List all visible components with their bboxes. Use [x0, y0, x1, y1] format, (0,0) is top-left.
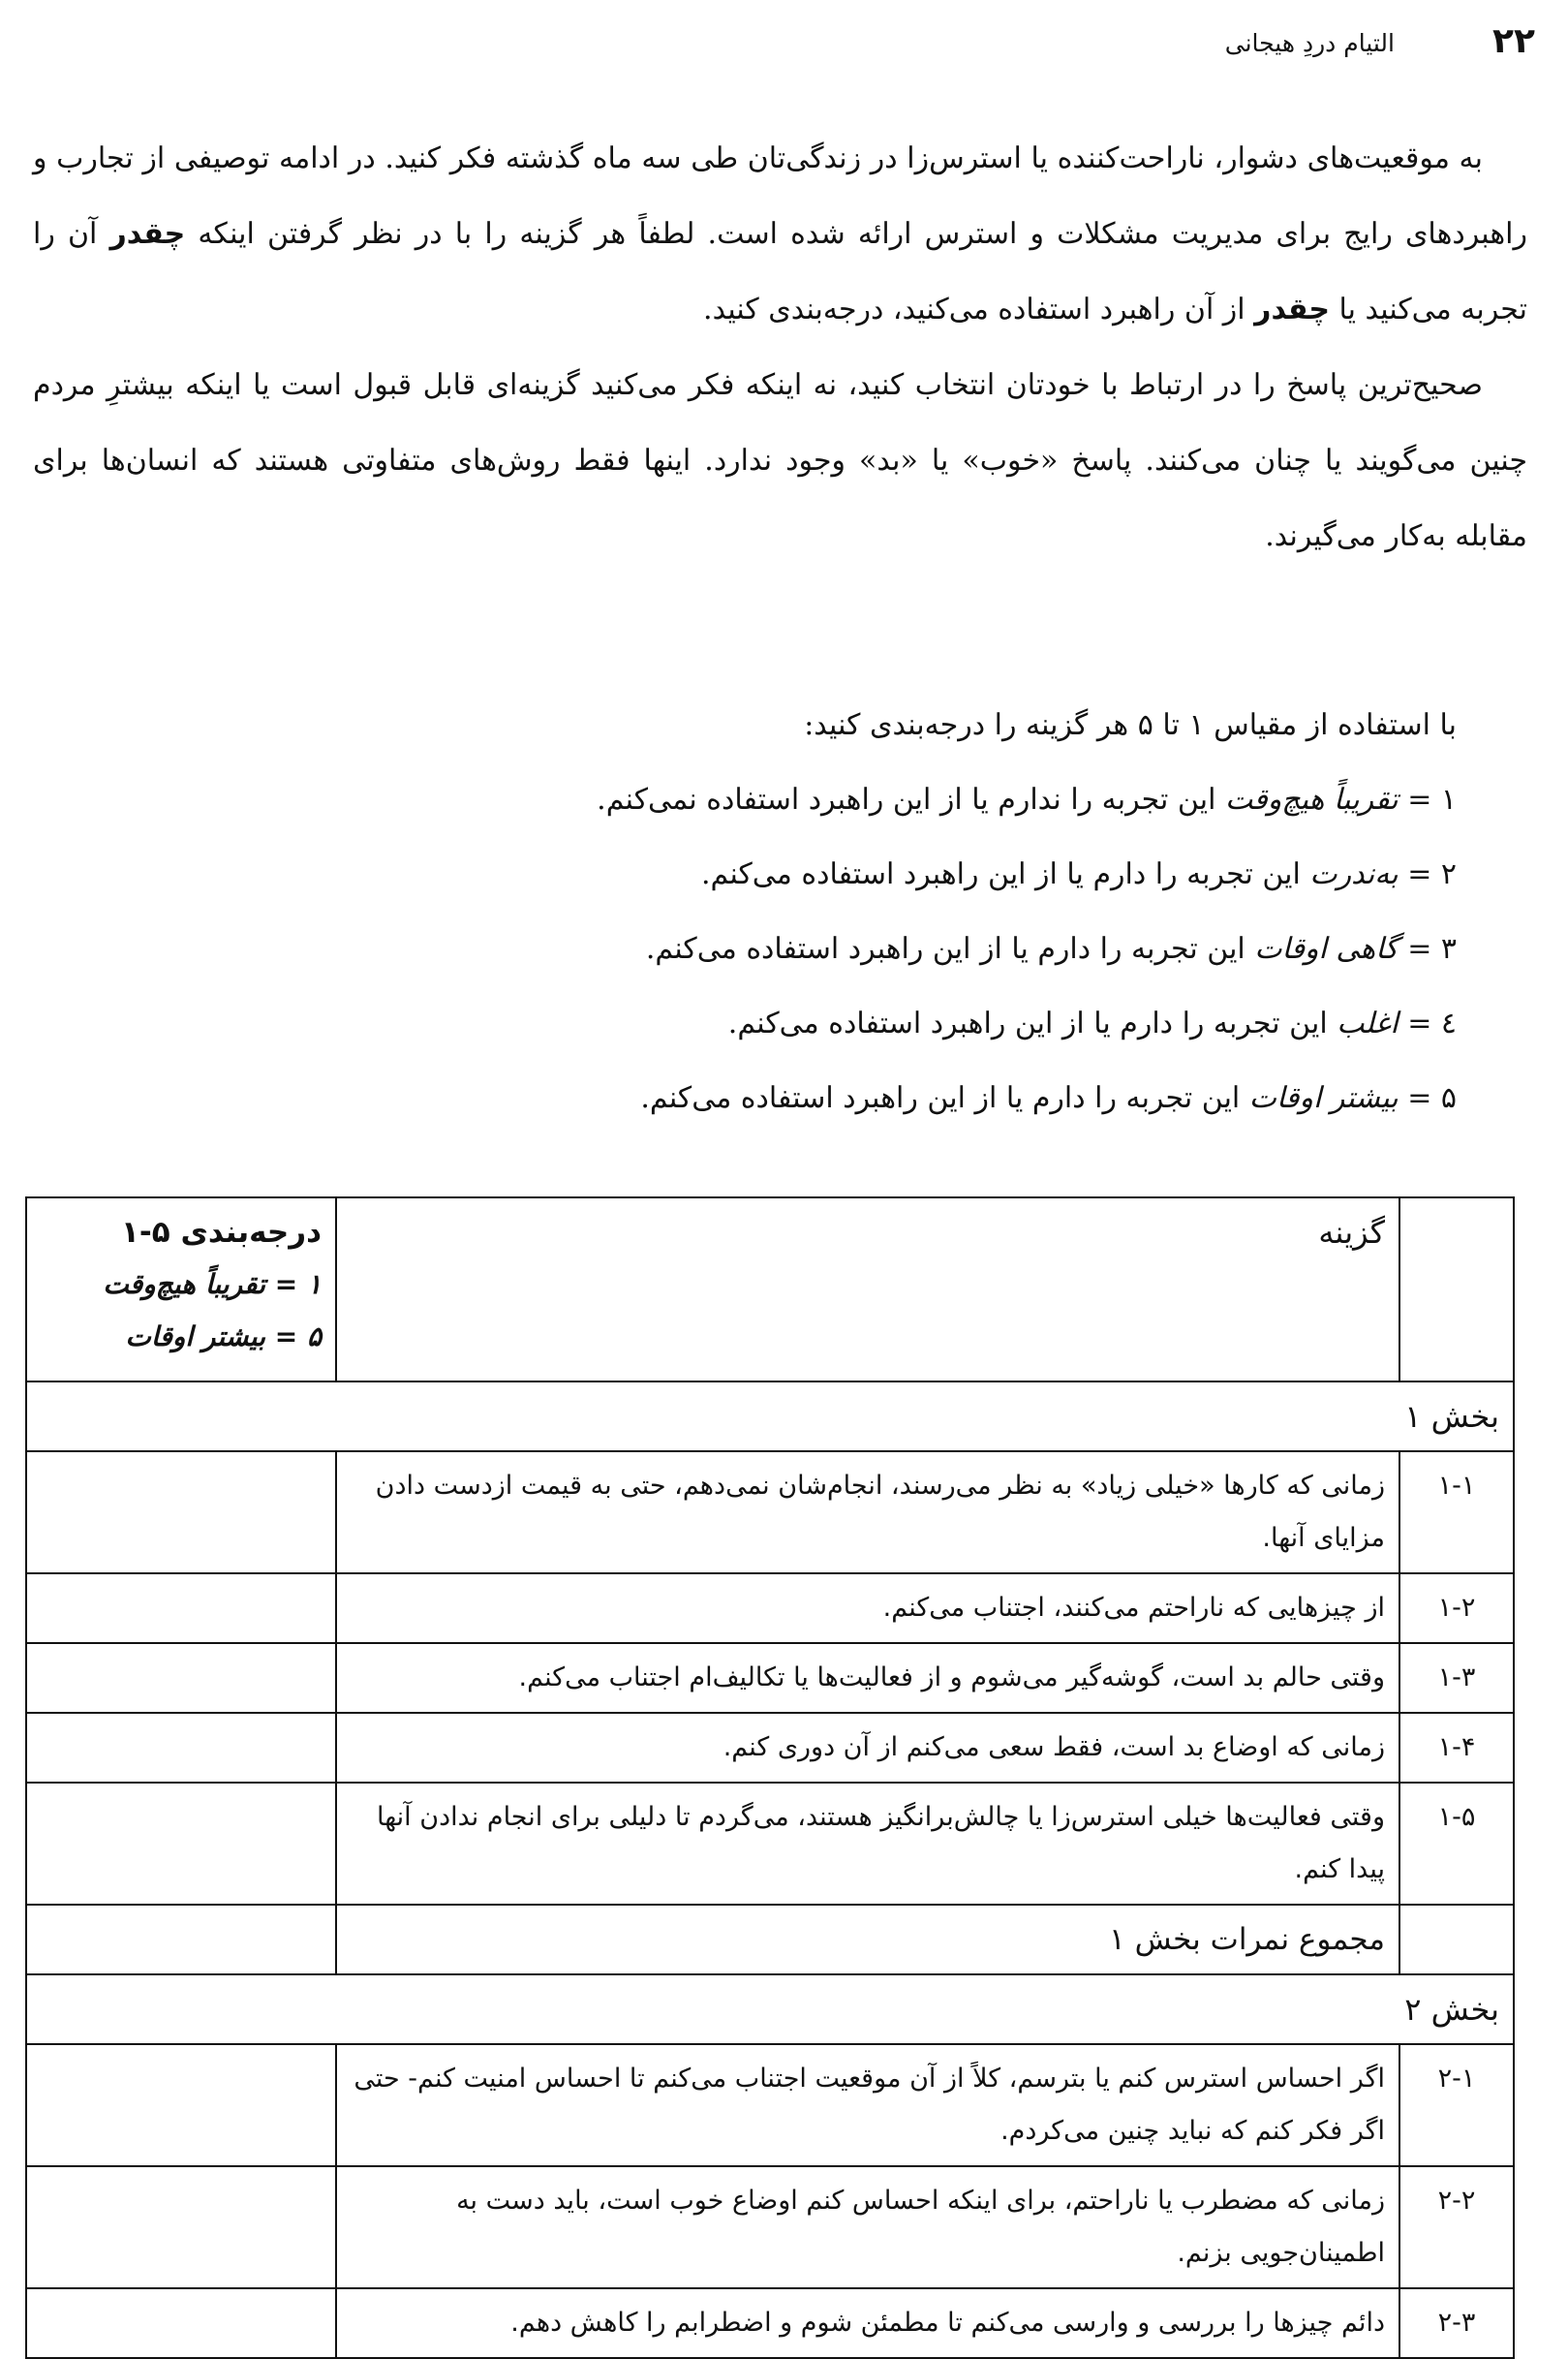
page-number: ۲۲: [1492, 21, 1535, 61]
scale-level-1: ۱ = تقریباً هیچ‌وقت این تجربه را ندارم یا از این راهبرد استفاده نمی‌کنم.: [597, 783, 1457, 817]
rating-title: درجه‌بندی ۵-۱: [120, 1215, 322, 1250]
section-1-title: بخش ۱: [26, 1381, 1514, 1451]
scale-instruction: با استفاده از مقیاس ۱ تا ۵ هر گزینه را درجه‌بندی کنید:: [804, 708, 1457, 742]
header-rating: [26, 1197, 336, 1381]
subtotal-row: [26, 1905, 1514, 1974]
section-2-title: بخش ۲: [26, 1974, 1514, 2044]
table-row: [26, 1643, 1514, 1713]
rating-cell[interactable]: [26, 2044, 336, 2166]
table-row: [26, 2288, 1514, 2358]
scale-level-5: ۵ = بیشتر اوقات این تجربه را دارم یا از این راهبرد استفاده می‌کنم.: [640, 1081, 1457, 1115]
intro-paragraph-2: صحیح‌ترین پاسخ را در ارتباط با خودتان انتخاب کنید، نه اینکه فکر می‌کنید گزینه‌ای قابل قبول است یا اینکه بیشترِ مردم چنین می‌گویند یا چنان می‌کنند. پاسخ «خوب» یا «بد» وجود ندارد. اینها فقط روش‌های متفاوتی هستند که انسان‌ها برای مقابله به‌کار می‌گیرند.: [33, 368, 1527, 553]
item-number: ۲-۲: [1399, 2166, 1514, 2288]
page-header: [33, 21, 1535, 70]
table-row: [26, 1573, 1514, 1643]
scale-level-2: ۲ = به‌ندرت این تجربه را دارم یا از این راهبرد استفاده می‌کنم.: [700, 857, 1457, 891]
item-text: زمانی که اوضاع بد است، فقط سعی می‌کنم از آن دوری کنم.: [336, 1713, 1399, 1783]
rating-cell[interactable]: [26, 1783, 336, 1905]
section-row: [26, 1381, 1514, 1451]
rating-anchor-low: ۱ = تقریباً هیچ‌وقت: [103, 1268, 322, 1300]
running-title: التیام دردِ هیجانی: [1224, 29, 1395, 57]
section-1-total-cell[interactable]: [26, 1905, 336, 1974]
rating-cell[interactable]: [26, 1713, 336, 1783]
item-text: دائم چیزها را بررسی و وارسی می‌کنم تا مطمئن شوم و اضطرابم را کاهش دهم.: [336, 2288, 1399, 2358]
rating-cell[interactable]: [26, 2288, 336, 2358]
item-number: ۱-۳: [1399, 1643, 1514, 1713]
header-item: گزینه: [336, 1197, 1399, 1381]
table-row: [26, 2044, 1514, 2166]
item-text: وقتی حالم بد است، گوشه‌گیر می‌شوم و از فعالیت‌ها یا تکالیف‌ام اجتناب می‌کنم.: [336, 1643, 1399, 1713]
item-text: اگر احساس استرس کنم یا بترسم، کلاً از آن موقعیت اجتناب می‌کنم تا احساس امنیت کنم- حتی اگر فکر کنم که نباید چنین می‌کردم.: [336, 2044, 1399, 2166]
scale-level-3: ۳ = گاهی اوقات این تجربه را دارم یا از این راهبرد استفاده می‌کنم.: [645, 932, 1457, 966]
item-text: زمانی که مضطرب یا ناراحتم، برای اینکه احساس کنم اوضاع خوب است، باید دست به اطمینان‌جویی بزنم.: [336, 2166, 1399, 2288]
header-number-cell: [1399, 1197, 1514, 1381]
table-row: [26, 2166, 1514, 2288]
rating-cell[interactable]: [26, 2166, 336, 2288]
intro-text: [33, 121, 1527, 574]
table-row: [26, 1783, 1514, 1905]
rating-scale: [271, 688, 1457, 1135]
section-1-total-label: مجموع نمرات بخش ۱: [336, 1905, 1399, 1974]
item-number: ۱-۵: [1399, 1783, 1514, 1905]
section-row: [26, 1974, 1514, 2044]
item-number: ۱-۲: [1399, 1573, 1514, 1643]
table-row: [26, 1451, 1514, 1573]
table-row: [26, 1713, 1514, 1783]
rating-anchor-high: ۵ = بیشتر اوقات: [125, 1320, 322, 1352]
emphasis-how-much: چقدر: [1254, 293, 1330, 326]
questionnaire-table: [25, 1196, 1515, 2359]
rating-cell[interactable]: [26, 1643, 336, 1713]
scale-level-4: ٤ = اغلب این تجربه را دارم یا از این راهبرد استفاده می‌کنم.: [727, 1007, 1457, 1040]
emphasis-how-much: چقدر: [109, 217, 186, 251]
intro-paragraph-1: به موقعیت‌های دشوار، ناراحت‌کننده یا استرس‌زا در زندگی‌تان طی سه ماه گذشته فکر کنید. در ادامه توصیفی از تجارب و راهبردهای رایج برای مدیریت مشکلات و استرس ارائه شده است. لطفاً هر گزینه را با در نظر گرفتن اینکه چقدر آن را تجربه می‌کنید یا چقدر از آن راهبرد استفاده می‌کنید، درجه‌بندی کنید.: [33, 141, 1527, 326]
subtotal-number-cell: [1399, 1905, 1514, 1974]
table-header-row: [26, 1197, 1514, 1381]
item-number: ۱-۱: [1399, 1451, 1514, 1573]
item-text: از چیزهایی که ناراحتم می‌کنند، اجتناب می‌کنم.: [336, 1573, 1399, 1643]
item-text: وقتی فعالیت‌ها خیلی استرس‌زا یا چالش‌برانگیز هستند، می‌گردم تا دلیلی برای انجام ندادن آنها پیدا کنم.: [336, 1783, 1399, 1905]
item-text: زمانی که کارها «خیلی زیاد» به نظر می‌رسند، انجام‌شان نمی‌دهم، حتی به قیمت ازدست دادن مزایای آنها.: [336, 1451, 1399, 1573]
rating-cell[interactable]: [26, 1573, 336, 1643]
item-number: ۲-۳: [1399, 2288, 1514, 2358]
rating-cell[interactable]: [26, 1451, 336, 1573]
item-number: ۱-۴: [1399, 1713, 1514, 1783]
item-number: ۲-۱: [1399, 2044, 1514, 2166]
